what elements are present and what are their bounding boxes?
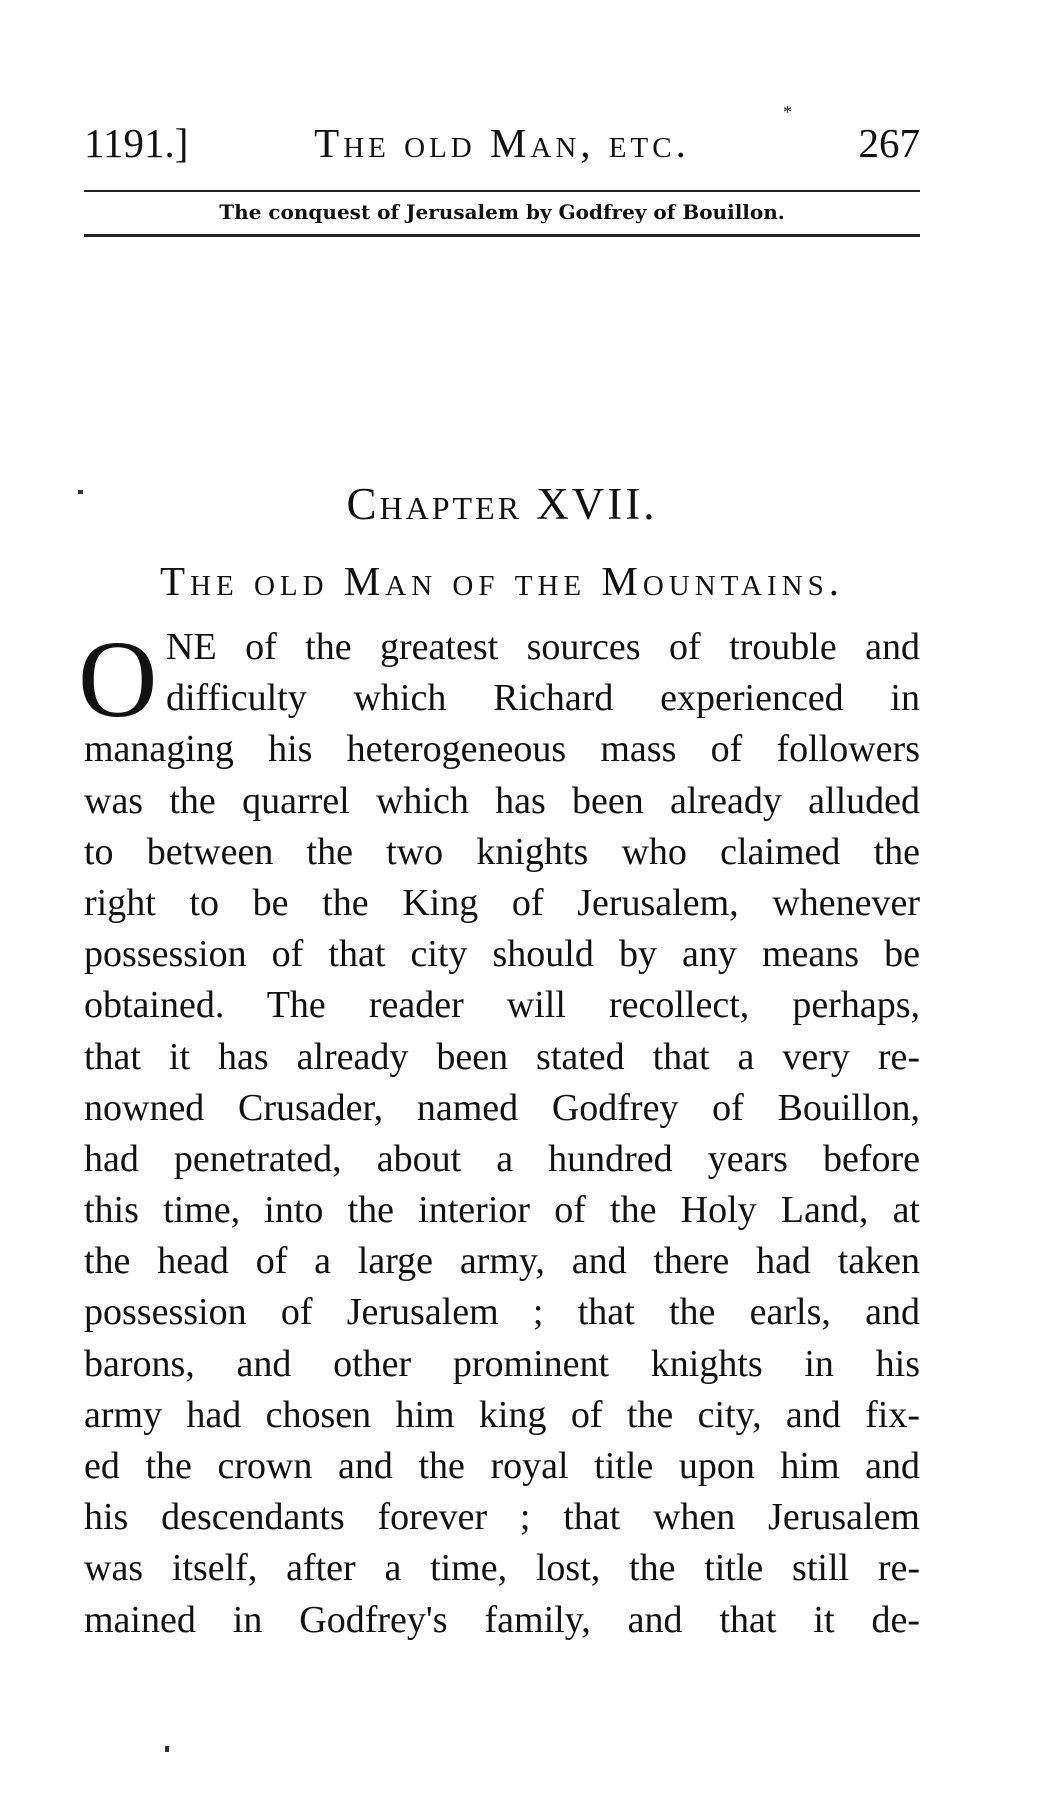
- text-line: to between the two knights who claimed the: [84, 830, 920, 873]
- header-rule-top: [84, 190, 920, 192]
- running-head: [84, 118, 920, 168]
- text-line: that it has already been stated that a very re-: [84, 1035, 920, 1078]
- text-line: had penetrated, about a hundred years before: [84, 1137, 920, 1180]
- text-line: difficulty which Richard experienced in: [166, 677, 920, 720]
- chapter-title: The old Man of the Mountains.: [160, 558, 844, 604]
- text-line: barons, and other prominent knights in his: [84, 1342, 920, 1385]
- text-line: mained in Godfrey's family, and that it de-: [84, 1598, 920, 1641]
- text-line: obtained. The reader will recollect, perhaps,: [84, 984, 920, 1027]
- print-speck: [165, 1746, 169, 1752]
- text-line: NE of the greatest sources of trouble and: [166, 626, 920, 668]
- drop-cap: O: [78, 618, 158, 740]
- text-line: nowned Crusader, named Godfrey of Bouillon,: [84, 1086, 920, 1129]
- running-head-star: *: [783, 102, 792, 122]
- header-rule-bottom: [84, 234, 920, 237]
- text-line: was itself, after a time, lost, the title still re-: [84, 1547, 920, 1590]
- text-line: this time, into the interior of the Holy Land, at: [84, 1189, 920, 1232]
- text-line: army had chosen him king of the city, and fix-: [84, 1393, 920, 1436]
- topic-line: The conquest of Jerusalem by Godfrey of Bouillon.: [219, 200, 785, 224]
- text-line: his descendants forever ; that when Jerusalem: [84, 1496, 920, 1539]
- body-text: [84, 622, 920, 1646]
- text-line: ed the crown and the royal title upon him and: [84, 1445, 920, 1487]
- text-line: right to be the King of Jerusalem, whenever: [84, 881, 920, 924]
- text-line: was the quarrel which has been already alluded: [84, 779, 920, 822]
- text-line: possession of that city should by any means be: [84, 933, 920, 976]
- running-head-title: The old Man, etc.: [314, 120, 690, 166]
- print-speck: [78, 490, 83, 494]
- text-line: managing his heterogeneous mass of followers: [84, 728, 920, 771]
- chapter-number: Chapter XVII.: [346, 479, 658, 529]
- text-line: possession of Jerusalem ; that the earls, and: [84, 1291, 920, 1334]
- text-line: the head of a large army, and there had taken: [84, 1240, 920, 1283]
- running-head-year: 1191.]: [84, 120, 189, 166]
- page-number: 267: [858, 120, 920, 166]
